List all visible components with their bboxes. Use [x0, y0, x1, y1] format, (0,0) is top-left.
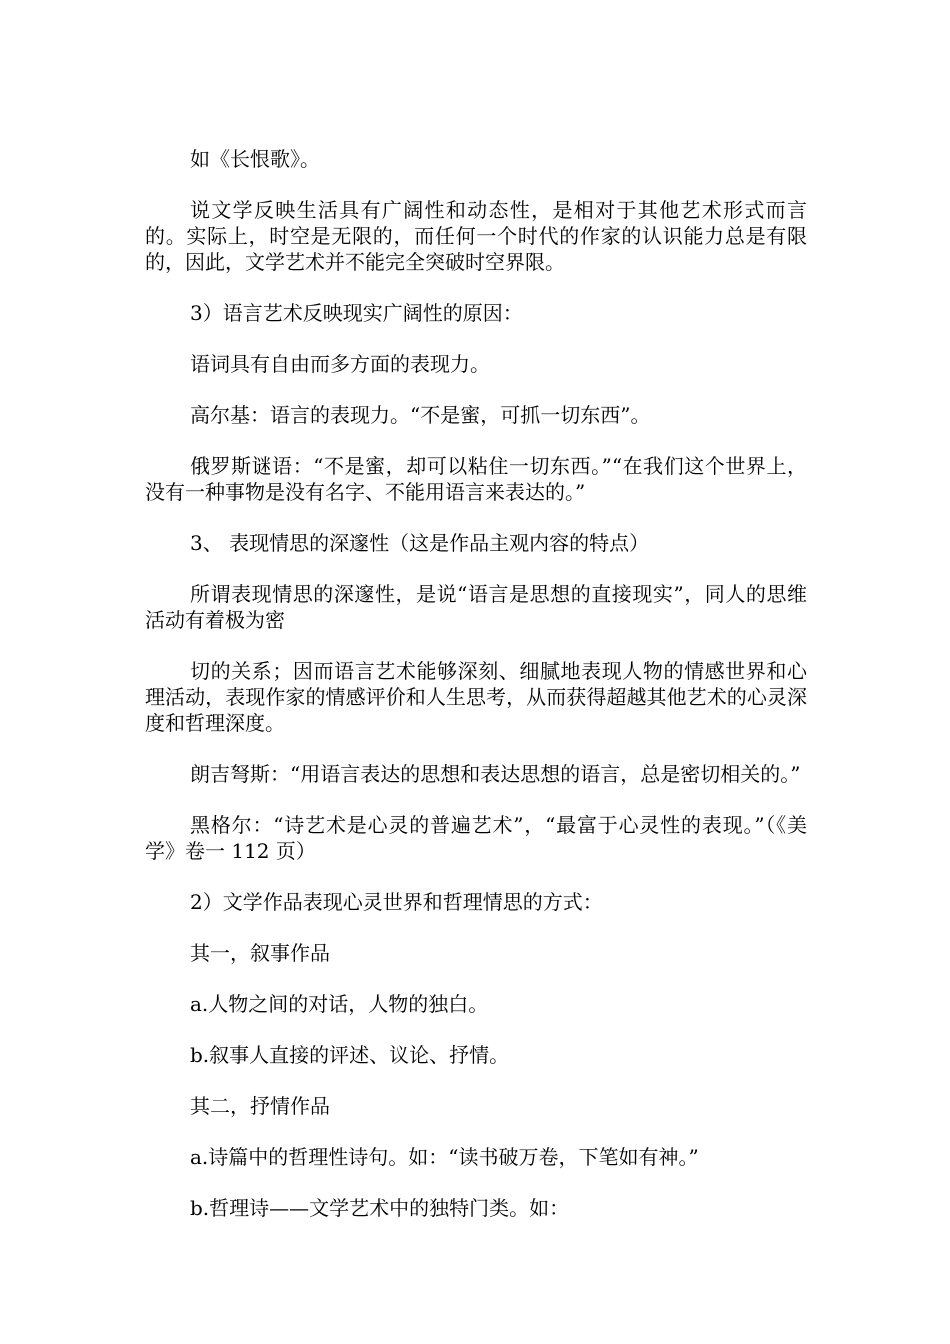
list-item: b.哲理诗——文学艺术中的独特门类。如：	[190, 1196, 570, 1220]
paragraph: 切的关系；因而语言艺术能够深刻、细腻地表现人物的情感世界和心理活动，表现作家的情感评价和人生思考，从而获得超越其他艺术的心灵深度和哲理深度。	[145, 659, 807, 735]
list-item: a.诗篇中的哲理性诗句。如：“读书破万卷，下笔如有神。”	[190, 1145, 699, 1169]
list-item: b.叙事人直接的评述、议论、抒情。	[190, 1043, 510, 1067]
paragraph: 朗吉弩斯：“用语言表达的思想和表达思想的语言，总是密切相关的。”	[190, 762, 801, 786]
paragraph: 其二，抒情作品	[190, 1094, 330, 1118]
paragraph: 2）文学作品表现心灵世界和哲理情思的方式：	[190, 890, 603, 914]
section-heading: 3、 表现情思的深邃性（这是作品主观内容的特点）	[190, 531, 650, 555]
paragraph: 如《长恨歌》。	[190, 147, 320, 171]
paragraph: 俄罗斯谜语：“不是蜜，却可以粘住一切东西。”“在我们这个世界上，没有一种事物是没有名字、不能用语言来表达的。”	[145, 454, 807, 504]
paragraph: 所谓表现情思的深邃性，是说“语言是思想的直接现实”，同人的思维活动有着极为密	[145, 582, 807, 632]
paragraph: 说文学反映生活具有广阔性和动态性，是相对于其他艺术形式而言的。实际上，时空是无限的，而任何一个时代的作家的认识能力总是有限的，因此，文学艺术并不能完全突破时空界限。	[145, 198, 807, 274]
paragraph: 3）语言艺术反映现实广阔性的原因：	[190, 301, 523, 325]
list-item: a.人物之间的对话，人物的独白。	[190, 992, 489, 1016]
paragraph: 语词具有自由而多方面的表现力。	[190, 352, 490, 376]
paragraph: 高尔基：语言的表现力。“不是蜜，可抓一切东西”。	[190, 403, 651, 427]
document-body	[145, 146, 807, 1246]
paragraph: 其一，叙事作品	[190, 941, 330, 965]
paragraph: 黑格尔：“诗艺术是心灵的普遍艺术”，“最富于心灵性的表现。”（《美学》卷一 112 页）	[145, 813, 807, 863]
